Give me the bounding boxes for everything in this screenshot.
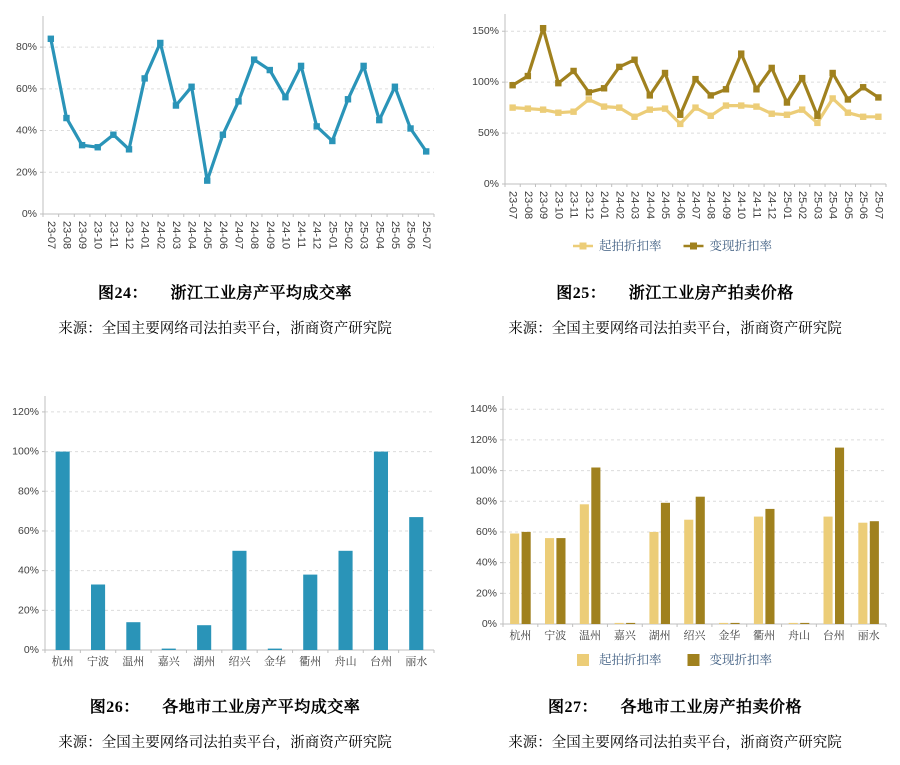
- svg-text:变现折扣率: 变现折扣率: [709, 239, 772, 253]
- figure-24-source: 来源：全国主要网络司法拍卖平台，浙商资产研究院: [58, 321, 392, 337]
- svg-text:20%: 20%: [15, 166, 37, 179]
- svg-text:23-08: 23-08: [521, 191, 534, 220]
- svg-text:140%: 140%: [469, 403, 497, 416]
- svg-text:24-06: 24-06: [216, 221, 229, 250]
- svg-text:24-09: 24-09: [719, 191, 732, 220]
- svg-text:100%: 100%: [471, 76, 499, 89]
- svg-text:100%: 100%: [469, 464, 497, 477]
- figure-caption-label: 图25：: [556, 285, 607, 302]
- svg-text:杭州: 杭州: [51, 656, 74, 668]
- svg-text:嘉兴: 嘉兴: [613, 630, 636, 642]
- figure-caption-title: 浙江工业房产拍卖价格: [628, 285, 794, 302]
- svg-text:23-12: 23-12: [582, 191, 595, 220]
- svg-text:24-11: 24-11: [294, 221, 307, 249]
- svg-text:25-03: 25-03: [810, 191, 823, 220]
- line-chart-zhejiang-avg-deal-rate: [3, 8, 448, 260]
- bar-chart-cities-auction-price: [453, 390, 898, 674]
- svg-text:23-09: 23-09: [536, 191, 549, 220]
- svg-text:起拍折扣率: 起拍折扣率: [598, 239, 662, 253]
- figure-caption-label: 图24：: [98, 285, 149, 302]
- figure-26: [0, 390, 450, 752]
- svg-text:宁波: 宁波: [543, 630, 566, 642]
- figure-25-source: 来源：全国主要网络司法拍卖平台，浙商资产研究院: [508, 321, 842, 337]
- svg-text:23-07: 23-07: [44, 221, 57, 250]
- svg-text:24-11: 24-11: [749, 191, 762, 219]
- svg-text:40%: 40%: [15, 124, 37, 137]
- svg-text:湖州: 湖州: [648, 630, 671, 642]
- svg-text:金华: 金华: [717, 630, 740, 642]
- svg-text:24-05: 24-05: [658, 191, 671, 220]
- svg-text:24-12: 24-12: [310, 221, 323, 250]
- svg-text:舟山: 舟山: [787, 630, 810, 642]
- svg-text:24-09: 24-09: [263, 221, 276, 250]
- svg-text:23-11: 23-11: [106, 221, 119, 249]
- svg-text:0%: 0%: [483, 178, 499, 190]
- svg-text:绍兴: 绍兴: [228, 656, 250, 668]
- svg-text:150%: 150%: [471, 25, 499, 38]
- svg-text:20%: 20%: [475, 587, 497, 600]
- svg-text:24-01: 24-01: [138, 221, 151, 250]
- svg-text:120%: 120%: [11, 405, 39, 418]
- svg-text:24-12: 24-12: [765, 191, 778, 220]
- svg-text:杭州: 杭州: [508, 630, 531, 642]
- svg-text:100%: 100%: [11, 445, 39, 458]
- line-chart-zhejiang-auction-price: [453, 8, 898, 260]
- svg-text:80%: 80%: [17, 485, 39, 498]
- svg-text:25-04: 25-04: [372, 221, 385, 250]
- svg-text:25-05: 25-05: [841, 191, 854, 220]
- svg-text:衢州: 衢州: [752, 630, 775, 642]
- svg-text:23-09: 23-09: [75, 221, 88, 250]
- svg-text:120%: 120%: [469, 433, 497, 446]
- svg-text:80%: 80%: [475, 495, 497, 508]
- svg-text:25-07: 25-07: [419, 221, 432, 250]
- svg-text:23-12: 23-12: [122, 221, 135, 250]
- svg-text:24-05: 24-05: [200, 221, 213, 250]
- svg-text:起拍折扣率: 起拍折扣率: [598, 653, 662, 667]
- svg-text:25-04: 25-04: [826, 191, 839, 220]
- figure-caption-title: 浙江工业房产平均成交率: [170, 285, 352, 302]
- figure-27-caption: [450, 694, 900, 717]
- svg-text:24-08: 24-08: [704, 191, 717, 220]
- svg-text:25-03: 25-03: [357, 221, 370, 250]
- svg-text:丽水: 丽水: [404, 656, 427, 668]
- svg-text:丽水: 丽水: [857, 630, 880, 642]
- svg-text:24-07: 24-07: [232, 221, 244, 250]
- figure-26-caption: [0, 694, 450, 717]
- svg-text:25-02: 25-02: [795, 191, 808, 220]
- svg-text:23-10: 23-10: [551, 191, 564, 220]
- svg-text:温州: 温州: [121, 656, 144, 668]
- svg-text:舟山: 舟山: [334, 656, 357, 668]
- figure-25: [450, 8, 900, 338]
- svg-text:温州: 温州: [578, 630, 601, 642]
- svg-text:25-02: 25-02: [341, 221, 354, 250]
- svg-text:24-02: 24-02: [612, 191, 625, 220]
- svg-text:80%: 80%: [15, 41, 37, 54]
- svg-text:24-08: 24-08: [247, 221, 260, 250]
- svg-text:变现折扣率: 变现折扣率: [709, 653, 772, 667]
- svg-text:40%: 40%: [475, 556, 497, 569]
- figure-25-caption: [450, 280, 900, 303]
- figure-caption-label: 图26：: [89, 699, 140, 716]
- figure-caption-title: 各地市工业房产拍卖价格: [620, 699, 802, 716]
- svg-text:23-08: 23-08: [59, 221, 72, 250]
- figure-27-source: 来源：全国主要网络司法拍卖平台，浙商资产研究院: [508, 735, 842, 751]
- svg-text:25-01: 25-01: [325, 221, 338, 250]
- svg-text:0%: 0%: [481, 618, 497, 630]
- svg-text:24-04: 24-04: [185, 221, 198, 250]
- svg-text:50%: 50%: [477, 127, 499, 140]
- svg-text:衢州: 衢州: [298, 656, 321, 668]
- svg-text:23-10: 23-10: [91, 221, 104, 250]
- figure-caption-label: 图27：: [548, 699, 599, 716]
- svg-text:金华: 金华: [263, 656, 286, 668]
- svg-text:嘉兴: 嘉兴: [157, 656, 180, 668]
- svg-text:24-03: 24-03: [628, 191, 641, 220]
- svg-text:0%: 0%: [21, 208, 37, 220]
- bar-chart-cities-avg-deal-rate: [3, 390, 448, 674]
- svg-text:0%: 0%: [23, 644, 39, 656]
- svg-text:60%: 60%: [475, 525, 497, 538]
- svg-text:25-07: 25-07: [871, 191, 884, 220]
- svg-text:25-05: 25-05: [388, 221, 401, 250]
- svg-text:台州: 台州: [822, 630, 845, 642]
- svg-text:24-06: 24-06: [673, 191, 686, 220]
- svg-text:25-06: 25-06: [856, 191, 869, 220]
- figure-24-caption: [0, 280, 450, 303]
- svg-text:24-01: 24-01: [597, 191, 610, 220]
- svg-text:24-10: 24-10: [278, 221, 291, 250]
- figure-27: [450, 390, 900, 752]
- svg-text:台州: 台州: [369, 656, 392, 668]
- svg-text:宁波: 宁波: [86, 656, 109, 668]
- svg-text:25-01: 25-01: [780, 191, 793, 220]
- svg-text:24-10: 24-10: [734, 191, 747, 220]
- svg-text:23-07: 23-07: [506, 191, 519, 220]
- svg-text:60%: 60%: [15, 82, 37, 95]
- svg-text:40%: 40%: [17, 564, 39, 577]
- svg-text:24-03: 24-03: [169, 221, 182, 250]
- figure-caption-title: 各地市工业房产平均成交率: [162, 699, 361, 716]
- svg-text:23-11: 23-11: [567, 191, 580, 219]
- svg-text:60%: 60%: [17, 524, 39, 537]
- figure-24: [0, 8, 450, 338]
- svg-text:24-02: 24-02: [153, 221, 166, 250]
- figure-26-source: 来源：全国主要网络司法拍卖平台，浙商资产研究院: [58, 735, 392, 751]
- svg-text:25-06: 25-06: [404, 221, 417, 250]
- svg-text:20%: 20%: [17, 604, 39, 617]
- svg-text:绍兴: 绍兴: [683, 630, 705, 642]
- svg-text:湖州: 湖州: [192, 656, 215, 668]
- svg-text:24-07: 24-07: [689, 191, 701, 220]
- svg-text:24-04: 24-04: [643, 191, 656, 220]
